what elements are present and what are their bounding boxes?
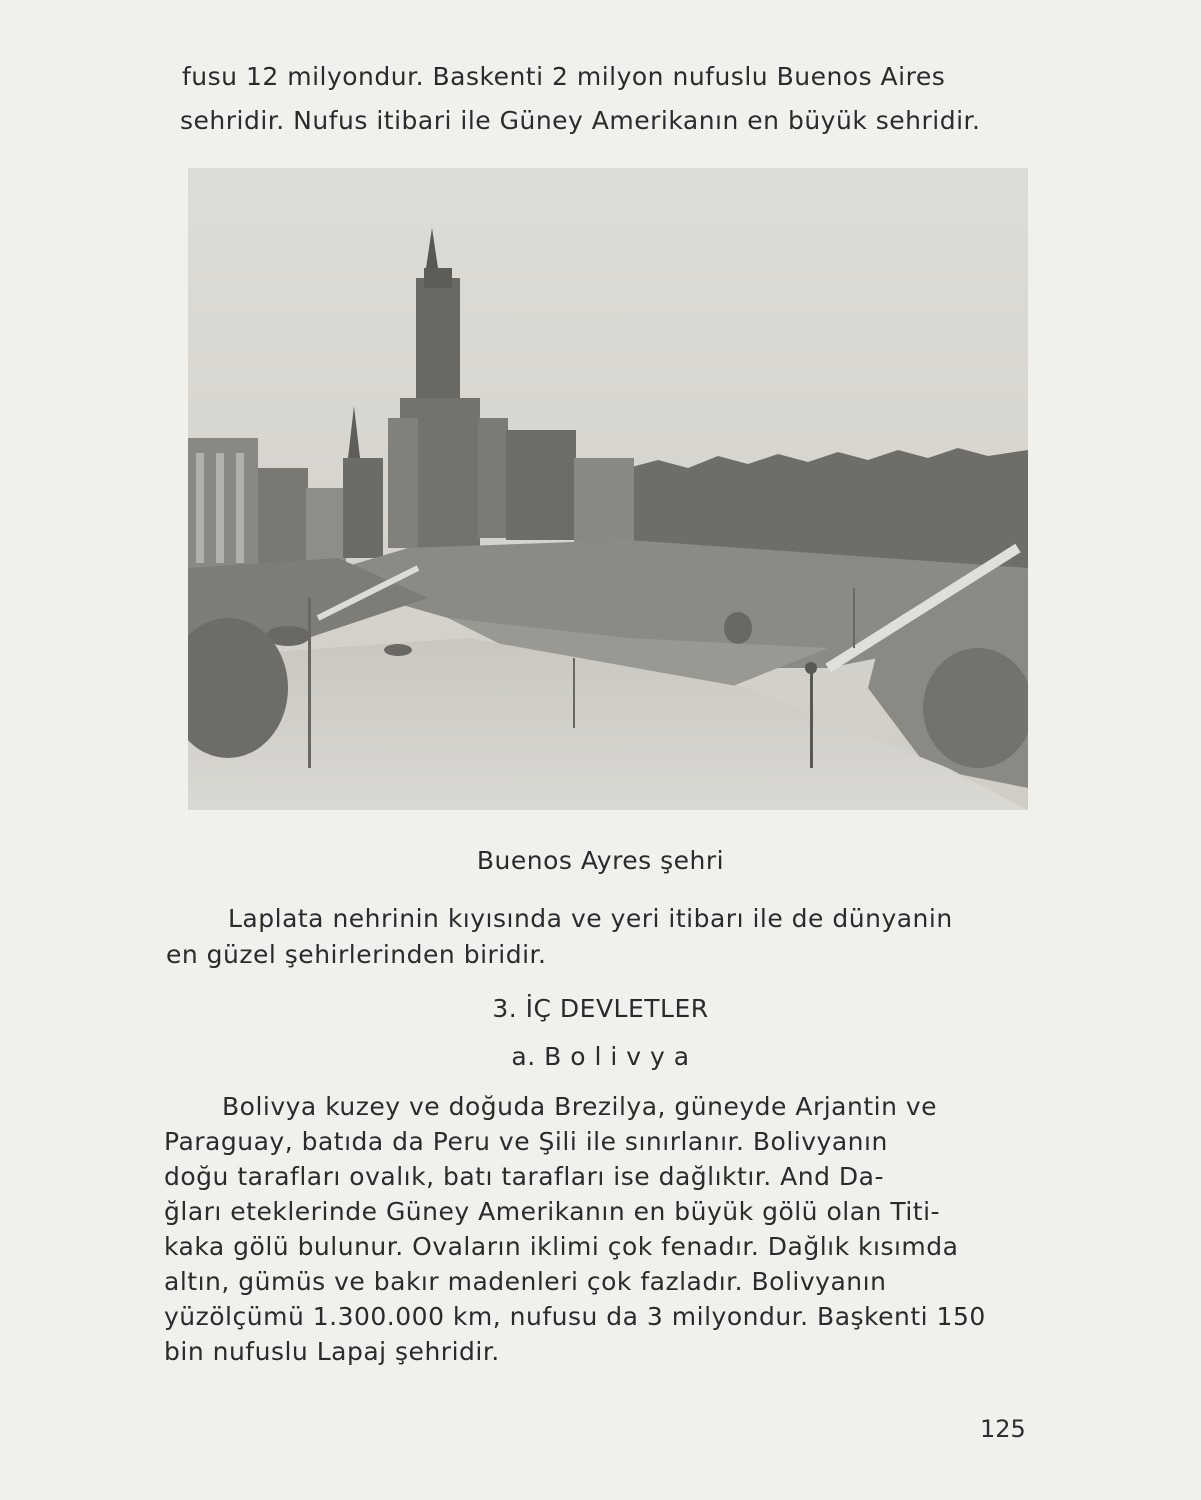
- caption-paragraph-line-1: Laplata nehrinin kıyısında ve yeri itibarı ile de dünyanin: [228, 904, 953, 933]
- city-photo-icon: [188, 168, 1028, 810]
- body-line-5: kaka gölü bulunur. Ovaların iklimi çok fenadır. Dağlık kısımda: [164, 1232, 959, 1261]
- page-number: 125: [980, 1415, 1026, 1443]
- body-line-1: Bolivya kuzey ve doğuda Brezilya, güneyde Arjantin ve: [222, 1092, 938, 1121]
- caption-paragraph-line-2: en güzel şehirlerinden biridir.: [166, 940, 547, 969]
- body-line-6: altın, gümüs ve bakır madenleri çok fazladır. Bolivyanın: [164, 1267, 887, 1296]
- photo-caption: Buenos Ayres şehri: [476, 846, 725, 875]
- body-line-3: doğu tarafları ovalık, batı tarafları ise dağlıktır. And Da-: [164, 1162, 885, 1191]
- subsection-heading: a. B o l i v y a: [511, 1042, 690, 1071]
- top-paragraph-line-1: fusu 12 milyondur. Baskenti 2 milyon nufuslu Buenos Aires: [182, 62, 946, 91]
- body-line-4: ğları eteklerinde Güney Amerikanın en büyük gölü olan Titi-: [164, 1197, 941, 1226]
- body-line-2: Paraguay, batıda da Peru ve Şili ile sınırlanır. Bolivyanın: [164, 1127, 888, 1156]
- body-line-7: yüzölçümü 1.300.000 km, nufusu da 3 milyondur. Başkenti 150: [164, 1302, 986, 1331]
- city-photo: [188, 168, 1028, 810]
- section-heading: 3. İÇ DEVLETLER: [492, 994, 709, 1023]
- top-paragraph-line-2: sehridir. Nufus itibari ile Güney Amerikanın en büyük sehridir.: [180, 106, 981, 135]
- body-line-8: bin nufuslu Lapaj şehridir.: [164, 1337, 500, 1366]
